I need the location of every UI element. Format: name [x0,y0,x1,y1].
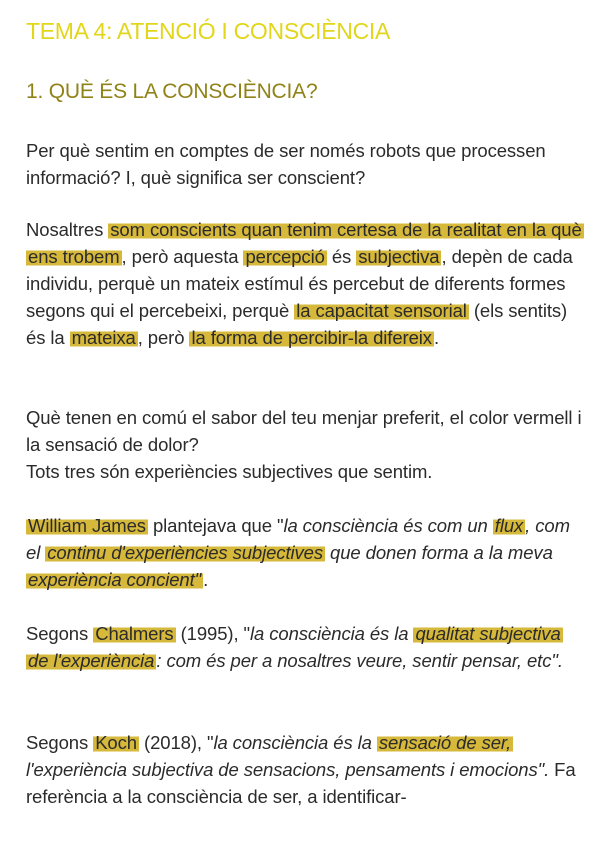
highlight: mateixa [71,327,136,348]
intro-paragraph: Per què sentim en comptes de ser només robots que processen informació? I, què significa ser conscient? [26,140,546,188]
highlight: experiència concient" [28,569,202,590]
quote-run: la consciència és la [213,732,377,753]
text-run: . [433,327,439,348]
highlight: Koch [95,732,137,753]
highlight: Chalmers [95,623,174,644]
text-run: Tots tres són experiències subjectives que sentim. [26,461,433,482]
chalmers-paragraph [26,620,586,674]
text-run: (els sentits) és la [26,300,568,348]
highlight: flux [494,515,524,536]
section-heading: 1. QUÈ ÉS LA CONSCIÈNCIA? [26,80,318,103]
text-run: plantejava que " [147,515,284,536]
highlight: qualitat subjectiva de l'experiència [28,623,561,671]
text-run: Nosaltres [26,219,109,240]
highlight: la capacitat sensorial [296,300,467,321]
highlight: William James [28,515,146,536]
text-run: és [326,246,357,267]
page-title: TEMA 4: ATENCIÓ I CONSCIÈNCIA [26,18,391,44]
question-paragraph [26,404,586,485]
text-run: (1995), " [175,623,251,644]
highlight: sensació de ser, [378,732,511,753]
highlight: continu d'experiències subjectives [47,542,323,563]
text-run: Què tenen en comú el sabor del teu menjar preferit, el color vermell i la sensació de dolor? [26,407,582,455]
text-run: , però [137,327,190,348]
text-run: , depèn de cada individu, perquè un mateix estímul és percebut de diferents formes segons qui el percebeixi, perquè [26,246,573,321]
quote-run: la consciència és com un [283,515,493,536]
quote-run: l'experiència subjectiva de sensacions, pensaments i emocions". [26,759,550,780]
highlight: percepció [245,246,325,267]
text-run: . [203,569,209,590]
james-paragraph [26,512,586,593]
definition-paragraph [26,216,586,351]
text-run: , però aquesta [121,246,244,267]
quote-run: la consciència és la [250,623,414,644]
highlight: la forma de percibir-la difereix [191,327,432,348]
highlight: subjectiva [358,246,440,267]
text-run: (2018), " [138,732,214,753]
highlight: som conscients quan tenim certesa de la realitat en la què ens trobem [28,219,582,267]
quote-run: que donen forma a la meva [325,542,553,563]
text-run: Segons [26,623,94,644]
quote-run: , com el [26,515,570,563]
quote-run: : com és per a nosaltres veure, sentir pensar, etc". [156,650,563,671]
text-run: Fa referència a la consciència de ser, a identificar- [26,759,576,807]
text-run: Segons [26,732,94,753]
koch-paragraph [26,729,586,810]
